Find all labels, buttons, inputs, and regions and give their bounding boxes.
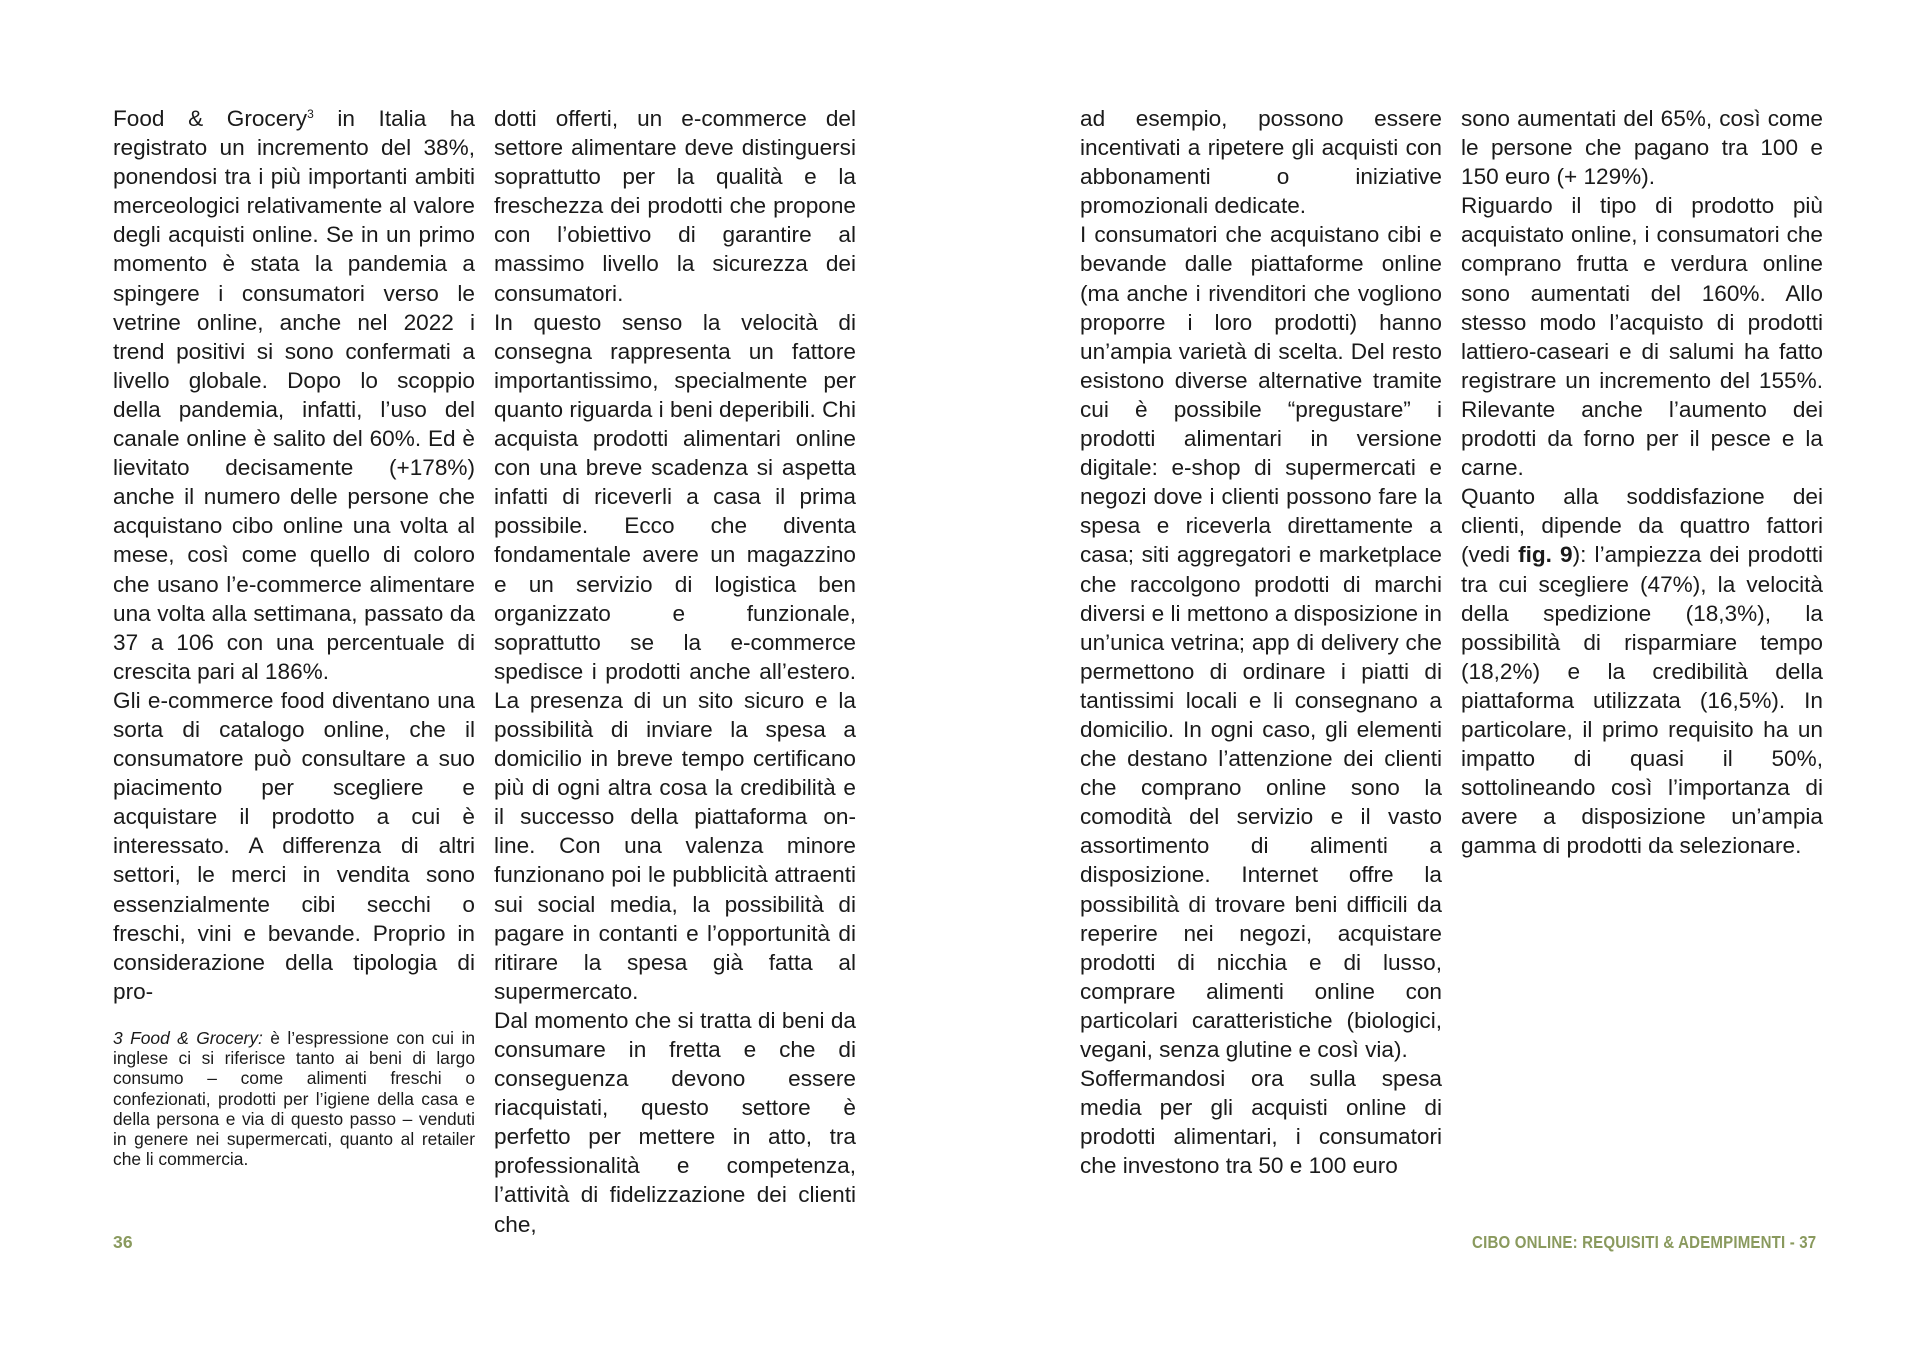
inline-text: Food & Grocery bbox=[113, 106, 308, 131]
running-footer-page-number-right: CIBO ONLINE: REQUISITI & ADEMPIMENTI - 37 bbox=[1471, 1232, 1816, 1252]
figure-reference: fig. 9 bbox=[1518, 542, 1573, 568]
footnote-text: è l’espressione con cui in inglese ci si riferisce tanto ai beni di largo consumo – come alimenti freschi o confezionati, prodotti per l’igiene della casa e della persona e via di questo passo – venduti in genere nei supermercati, quanto al retailer che li commercia. bbox=[113, 1028, 475, 1170]
paragraph: Dal momento che si tratta di beni da consumare in fretta e che di conseguenza devono essere riacquistati, questo settore è perfetto per mettere in atto, tra professionalità e competenza, l’attività di fidelizzazione dei clienti che, bbox=[494, 1007, 856, 1237]
paragraph: In questo senso la velocità di consegna rappresenta un fattore importantissimo, specialmente per quanto riguarda i beni deperibili. Chi acquista prodotti alimentari online con una breve scadenza si aspetta infatti di riceverli a casa il prima possibile. Ecco che diventa fondamentale avere un magazzino e un servizio di logistica ben organizzato e funzionale, soprattutto se la e-commerce spedisce i prodotti anche all’estero. La presenza di un sito sicuro e la possibilità di inviare la spesa a domicilio in breve tempo certificano più di ogni altra cosa la credibilità e il successo della piattaforma on-line. Con una valenza minore funzionano poi le pubblicità attraenti sui social media, la possibilità di pagare in contanti e l’opportunità di ritirare la spesa già fatta al supermercato. bbox=[494, 309, 856, 1004]
paragraph: Gli e-commerce food diventano una sorta di catalogo online, che il consumatore può consultare a suo piacimento per scegliere e acquistare il prodotto a cui è interessato. A differenza di altri settori, le merci in vendita sono essenzialmente cibi secchi o freschi, vini e bevande. Proprio in considerazione della tipologia di pro- bbox=[113, 687, 475, 1004]
footnote-lead: 3 Food & Grocery: bbox=[113, 1028, 263, 1048]
left-page-column-1 bbox=[113, 104, 475, 1006]
paragraph: Soffermandosi ora sulla spesa media per gli acquisti online di prodotti alimentari, i consumatori che investono tra 50 e 100 euro bbox=[1080, 1066, 1442, 1179]
right-page-column-1 bbox=[1080, 104, 1442, 1180]
footnote-ref: 3 bbox=[307, 107, 314, 121]
paragraph bbox=[113, 104, 475, 686]
paragraph: dotti offerti, un e-commerce del settore alimentare deve distinguersi soprattutto per la qualità e la freschezza dei prodotti che propone con l’obiettivo di garantire al massimo livello la sicurezza dei consumatori. bbox=[494, 106, 856, 306]
right-page-column-2 bbox=[1461, 104, 1823, 860]
inline-text: Quanto alla soddisfazione dei clienti, dipende da quattro fattori (vedi bbox=[1461, 484, 1823, 568]
page-number-left: 36 bbox=[113, 1232, 133, 1252]
left-page-column-2 bbox=[494, 104, 856, 1239]
paragraph bbox=[1461, 482, 1823, 860]
paragraph: ad esempio, possono essere incentivati a ripetere gli acquisti con abbonamenti o iniziative promozionali dedicate. bbox=[1080, 106, 1442, 219]
paragraph: sono aumentati del 65%, così come le persone che pagano tra 100 e 150 euro (+ 129%). bbox=[1461, 106, 1823, 190]
inline-text: in Italia ha registrato un incremento del 38%, ponendosi tra i più importanti ambiti merceologici relativamente al valore degli acquisti online. Se in un primo momento è stata la pandemia a spingere i consumatori verso le vetrine online, anche nel 2022 i trend positivi si sono confermati a livello globale. Dopo lo scoppio della pandemia, infatti, l’uso del canale online è salito del 60%. Ed è lievitato decisamente (+178%) anche il numero delle persone che acquistano cibo online una volta al mese, così come quello di coloro che usano l’e-commerce alimentare una volta alla settimana, passato da 37 a 106 con una percentuale di crescita pari al 186%. bbox=[113, 106, 475, 684]
paragraph: Riguardo il tipo di prodotto più acquistato online, i consumatori che comprano frutta e verdura online sono aumentati del 160%. Allo stesso modo l’acquisto di prodotti lattiero-caseari e di salumi ha fatto registrare un incremento del 155%. Rilevante anche l’aumento dei prodotti da forno per il pesce e la carne. bbox=[1461, 193, 1823, 481]
paragraph: I consumatori che acquistano cibi e bevande dalle piattaforme online (ma anche i rivenditori che vogliono proporre i loro prodotti) hanno un’ampia varietà di scelta. Del resto esistono diverse alternative tramite cui è possibile “pregustare” i prodotti alimentari in versione digitale: e-shop di supermercati e negozi dove i clienti possono fare la spesa e riceverla direttamente a casa; siti aggregatori e marketplace che raccolgono prodotti di marchi diversi e li mettono a disposizione in un’unica vetrina; app di delivery che permettono di ordinare i piatti di tantissimi locali e li consegnano a domicilio. In ogni caso, gli elementi che destano l’attenzione dei clienti che comprano online sono la comodità del servizio e il vasto assortimento di alimenti a disposizione. Internet offre la possibilità di trovare beni difficili da reperire nei negozi, acquistare prodotti di nicchia e di lusso, comprare alimenti online con particolari caratteristiche (biologici, vegani, senza glutine e così via). bbox=[1080, 222, 1442, 1062]
footnote bbox=[113, 1028, 475, 1169]
inline-text: ): l’ampiezza dei prodotti tra cui scegliere (47%), la velocità della spedizione (18,3%), la possibilità di risparmiare tempo (18,2%) e la credibilità della piattaforma utilizzata (16,5%). In particolare, il primo requisito ha un impatto di quasi il 50%, sottolineando così l’importanza di avere a disposizione un’ampia gamma di prodotti da selezionare. bbox=[1461, 542, 1823, 859]
